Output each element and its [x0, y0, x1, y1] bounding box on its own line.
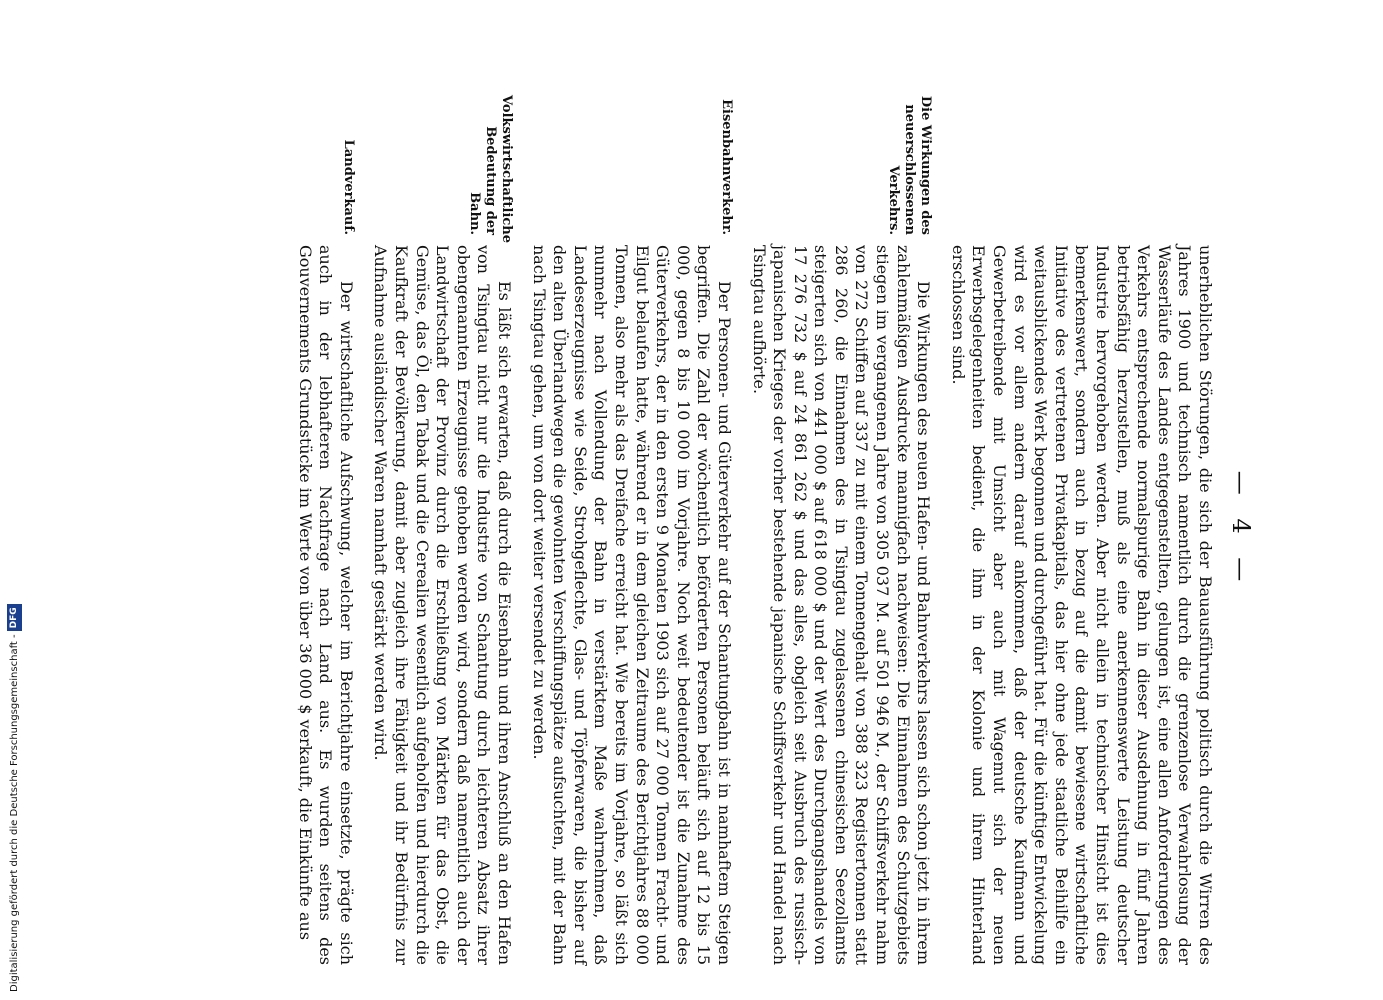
- sidenote-land-sale: Landverkauf.: [340, 139, 356, 235]
- paragraph-land-sale: [294, 95, 356, 965]
- sidenote-railway: Eisenbahnverkehr.: [718, 99, 734, 235]
- sidenote-empty: [947, 95, 1215, 235]
- paragraph-text: Es läßt sich erwarten, daß durch die Eisenbahn und ihren Anschluß an den Hafen von Tsingtau nicht nur die Industrie von Schantung durch leichteren Absatz ihrer obengenannten Erzeugnisse gehoben werden wird, sondern daß namentlich auch der Landwirtschaft der Provinz durch die Erschließung von Märkten für das Obst, die Gemüse, das Öl, den Tabak und die Cerealien wesentlich aufgeholfen und hierdurch die Kaufkraft der Bevölkerung, damit aber zugleich ihre Fähigkeit und ihr Bedürfnis zur Aufnahme ausländischer Waren namhaft gestärkt werden wird.: [371, 245, 514, 965]
- paragraph-effects: [748, 95, 933, 965]
- paragraph-text: Die Wirkungen des neuen Hafen- und Bahnverkehrs lassen sich schon jetzt in ihrem zahlenmäßigen Ausdrucke mannigfach nachweisen: Die Einnahmen des Schutzgebiets stiegen im vergangenen Jahre von 305 037 M. auf 501 946 M., der Schiffsverkehr nahm von 272 Schiffen auf 337 zu mit einem Tonnengehalt von 388 323 Registertonnen statt 286 260, die Einnahmen des in Tsingtau zugelassenen chinesischen Seezollamts steigerten sich von 441 000 $ auf 618 000 $ und der Wert des Durchgangshandels von 17 276 732 $ auf 24 861 262 $ und das alles, obgleich seit Ausbruch des russisch-japanischen Krieges der vorher bestehende japanische Schiffsverkehr und Handel nach Tsingtau aufhörte.: [749, 245, 934, 966]
- page-number: — 4 —: [1227, 470, 1255, 590]
- paragraph-railway: [528, 95, 734, 965]
- paragraph-text: Der wirtschaftliche Aufschwung, welcher im Berichtjahre einsetzte, prägte sich auch in der lebhafteren Nachfrage nach Land aus. Es wurden seitens des Gouvernements Grundstücke im Werte von über 36 000 $ verkauft, die Einkünfte aus: [295, 245, 356, 965]
- paragraph-text: Der Personen- und Güterverkehr auf der Schantungbahn ist in namhaftem Steigen begriffen. Die Zahl der wöchentlich beförderten Personen beläuft sich auf 12 bis 15 000, gegen 8 bis 10 000 im Vorjahre. Noch weit bedeutender ist die Zunahme des Güterverkehrs, der in den ersten 9 Monaten 1903 sich auf 27 000 Tonnen Fracht- und Eilgut belaufen hatte, während er in dem gleichen Zeitraume des Berichtjahres 88 000 Tonnen, also mehr als das Dreifache erreicht hat. Wie bereits im Vorjahre, so läßt sich nunmehr nach Vollendung der Bahn in verstärktem Maße wahrnehmen, daß Landeserzeugnisse wie Seide, Strohgeflechte, Glas- und Töpferwaren, die bisher auf den alten Überlandwegen die gewohnten Verschiffungsplätze aufsuchten, mit der Bahn nach Tsingtau gehen, um von dort weiter versendet zu werden.: [529, 245, 734, 965]
- digitization-footer: [8, 607, 21, 992]
- dfg-logo: DFG: [7, 604, 22, 631]
- paragraph-economy: [370, 95, 514, 965]
- sidenote-economy: Volkswirtschaftliche Bedeutung der Bahn.: [467, 95, 514, 244]
- paragraph-intro: [947, 95, 1215, 965]
- page-body: [280, 95, 1215, 965]
- rotated-scanned-page: [145, 95, 1255, 965]
- sidenote-effects: Die Wirkungen des neuerschlossenen Verkehrs.: [886, 95, 934, 235]
- paragraph-text: unerheblichen Störungen, die sich der Bauausführung politisch durch die Wirren des Jahres 1900 und technisch namentlich durch die grenzenlose Verwahrlosung der Wasserläufe des Landes entgegenstellten, gelungen ist, eine allen Anforderungen des Verkehrs entsprechende normalspurige Bahn in dieser Ausdehnung in fünf Jahren betriebsfähig herzustellen, muß als eine anerkennenswerte Leistung deutscher Industrie hervorgehoben werden. Aber nicht allein in technischer Hinsicht ist dies bemerkenswert, sondern auch in bezug auf die damit bewiesene wirtschaftliche Initiative des vertretenen Privatkapitals, das hier ohne jede staatliche Beihilfe ein weitausblickendes Werk begonnen und durchgeführt hat. Für die künftige Entwickelung wird es vor allem andern darauf ankommen, daß der deutsche Kaufmann und Gewerbetreibende mit Umsicht aber auch mit Wagemut sich der neuen Erwerbsgelegenheiten bedient, die ihm in der Kolonie und ihrem Hinterland erschlossen sind.: [948, 245, 1215, 965]
- footer-text: Digitalisierung gefördert durch die Deutsche Forschungsgemeinschaft -: [9, 634, 20, 992]
